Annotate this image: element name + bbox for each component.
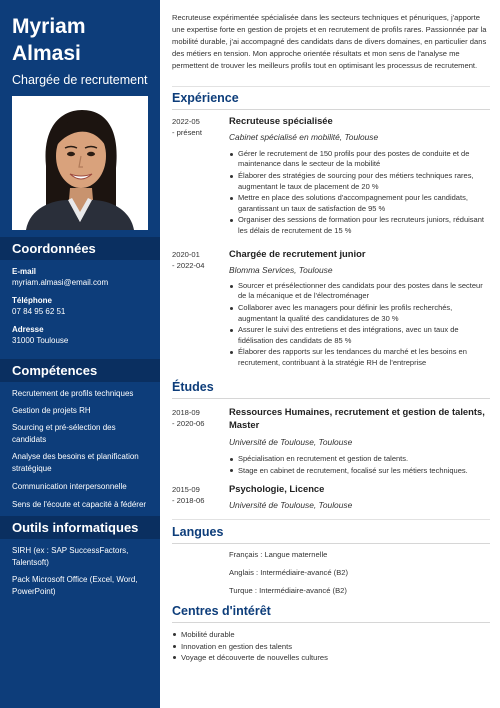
profile-photo bbox=[12, 96, 148, 230]
tool-item: SIRH (ex : SAP SuccessFactors, Talentsoft) bbox=[12, 546, 129, 567]
education-date: 2015-09 - 2018-06 bbox=[172, 485, 205, 505]
job-title: Chargée de recrutement bbox=[12, 73, 148, 87]
email-label: E-mail bbox=[12, 267, 37, 276]
list-item: Gérer le recrutement de 150 profils pour des postes de conduite et de maintenance dans le secteur de la mobilité bbox=[229, 149, 493, 170]
experience-company: Blomma Services, Toulouse bbox=[229, 265, 333, 275]
list-item: Mettre en place des solutions d'accompagnement pour les candidats, garantissant un taux de satisfaction de 95 % bbox=[229, 193, 493, 214]
portrait-illustration bbox=[12, 96, 148, 230]
list-item: Sourcer et présélectionner des candidats pour des postes dans le secteur de la mécanique et de l'électroménager bbox=[229, 281, 493, 302]
education-heading: Études bbox=[172, 380, 490, 399]
list-item: Élaborer des rapports sur les tendances du marché et les besoins en recrutement, contribuant à la stratégie RH de l'entreprise bbox=[229, 347, 493, 368]
experience-bullets bbox=[229, 281, 493, 369]
phone-label: Téléphone bbox=[12, 296, 53, 305]
skill-item: Gestion de projets RH bbox=[12, 406, 91, 415]
education-bullets bbox=[229, 454, 493, 477]
experience-bullets bbox=[229, 149, 493, 237]
experience-title: Chargée de recrutement junior bbox=[229, 248, 366, 259]
language-item: Français : Langue maternelle bbox=[229, 550, 328, 559]
experience-heading: Expérience bbox=[172, 91, 490, 110]
list-item: Innovation en gestion des talents bbox=[172, 641, 490, 653]
divider bbox=[172, 519, 490, 520]
experience-date: 2022-05 - présent bbox=[172, 117, 202, 137]
candidate-name bbox=[12, 13, 86, 67]
skill-item: Sourcing et pré-sélection des candidats bbox=[12, 423, 116, 444]
list-item: Élaborer des stratégies de sourcing pour des métiers techniques rares, augmentant le taux de placement de 20 % bbox=[229, 171, 493, 192]
email-value[interactable]: myriam.almasi@email.com bbox=[12, 278, 109, 287]
list-item: Voyage et découverte de nouvelles cultures bbox=[172, 652, 490, 664]
experience-date: 2020-01 - 2022-04 bbox=[172, 250, 205, 270]
language-item: Anglais : Intermédiaire-avancé (B2) bbox=[229, 568, 349, 577]
list-item: Collaborer avec les managers pour définir les profils recherchés, augmentant la qualité des candidatures de 30 % bbox=[229, 303, 493, 324]
tool-item: Pack Microsoft Office (Excel, Word, PowerPoint) bbox=[12, 575, 138, 596]
skill-item: Sens de l'écoute et capacité à fédérer bbox=[12, 500, 147, 509]
interests-list bbox=[172, 629, 490, 664]
education-date: 2018-09 - 2020-06 bbox=[172, 408, 205, 428]
address-value: 31000 Toulouse bbox=[12, 336, 69, 345]
sidebar bbox=[0, 0, 160, 708]
tools-heading: Outils informatiques bbox=[0, 516, 160, 539]
languages-heading: Langues bbox=[172, 525, 490, 544]
language-item: Turque : Intermédiaire-avancé (B2) bbox=[229, 586, 347, 595]
skill-item: Communication interpersonnelle bbox=[12, 482, 127, 491]
first-name: Myriam bbox=[12, 15, 86, 38]
contact-heading: Coordonnées bbox=[0, 237, 160, 260]
list-item: Spécialisation en recrutement et gestion de talents. bbox=[229, 454, 493, 464]
main-content bbox=[160, 0, 500, 708]
skill-item: Analyse des besoins et planification stratégique bbox=[12, 452, 139, 473]
interests-heading: Centres d'intérêt bbox=[172, 604, 490, 623]
list-item: Mobilité durable bbox=[172, 629, 490, 641]
experience-title: Recruteuse spécialisée bbox=[229, 115, 333, 126]
list-item: Organiser des sessions de formation pour les recruteurs juniors, réduisant les délais de recrutement de 15 % bbox=[229, 215, 493, 236]
last-name: Almasi bbox=[12, 42, 81, 65]
phone-value[interactable]: 07 84 95 62 51 bbox=[12, 307, 66, 316]
profile-summary: Recruteuse expérimentée spécialisée dans les secteurs techniques et pénuriques, j'apporte une expertise forte en gestion de projets et en recrutement de profils rares. Passionnée par la mobilité durable, j'ai accompagné des candidats dans de divers domaines, en particulier dans des métiers en tension. Mon approche orientée résultats et mon sens de l'analyse me permettent de trouver les meilleurs profils tout en optimisant les processus de recrutement. bbox=[172, 13, 487, 70]
skills-heading: Compétences bbox=[0, 359, 160, 382]
address-label: Adresse bbox=[12, 325, 44, 334]
education-school: Université de Toulouse, Toulouse bbox=[229, 437, 353, 447]
list-item: Assurer le suivi des entretiens et des intégrations, avec un taux de fidélisation des candidats de 85 % bbox=[229, 325, 493, 346]
skill-item: Recrutement de profils techniques bbox=[12, 389, 134, 398]
education-title: Psychologie, Licence bbox=[229, 483, 325, 494]
divider bbox=[172, 86, 490, 87]
education-title: Ressources Humaines, recrutement et gestion de talents, Master bbox=[229, 406, 485, 430]
education-school: Université de Toulouse, Toulouse bbox=[229, 500, 353, 510]
experience-company: Cabinet spécialisé en mobilité, Toulouse bbox=[229, 132, 379, 142]
list-item: Stage en cabinet de recrutement, focalisé sur les métiers techniques. bbox=[229, 466, 493, 476]
